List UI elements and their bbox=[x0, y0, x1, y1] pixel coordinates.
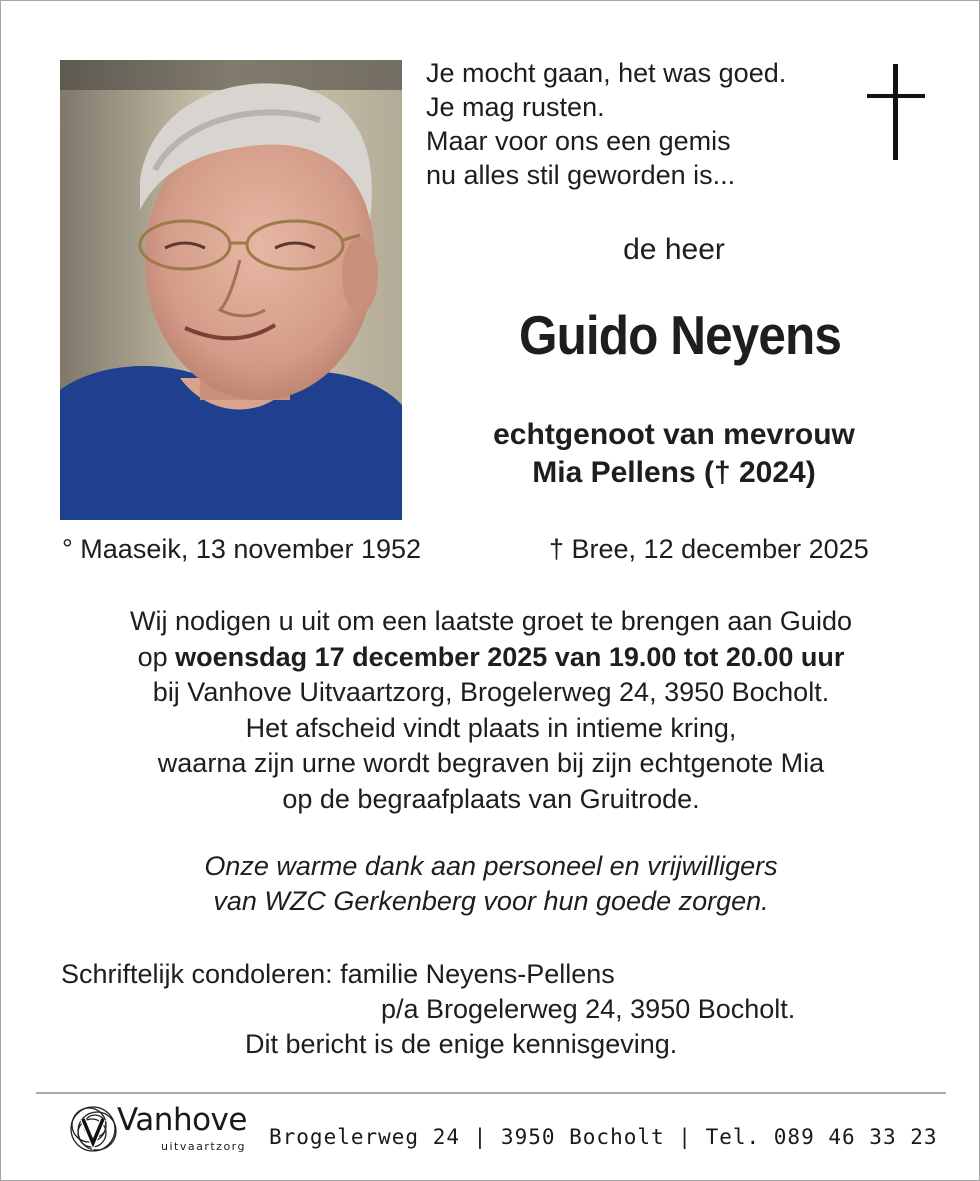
invitation-line: Het afscheid vindt plaats in intieme kring, bbox=[245, 712, 737, 743]
birth-date: ° Maaseik, 13 november 1952 bbox=[62, 534, 422, 564]
deceased-name: Guido Neyens bbox=[518, 304, 842, 366]
thanks-line: van WZC Gerkenberg voor hun goede zorgen. bbox=[213, 886, 769, 916]
thanks-line: Onze warme dank aan personeel en vrijwilligers bbox=[204, 851, 778, 881]
condolences-line: p/a Brogelerweg 24, 3950 Bocholt. bbox=[381, 994, 796, 1024]
cross-icon bbox=[867, 64, 925, 160]
poem-line: Je mag rusten. bbox=[426, 92, 605, 122]
invitation-line bbox=[41, 640, 941, 676]
spouse-line-1: echtgenoot van mevrouw bbox=[493, 418, 855, 451]
invitation-text bbox=[41, 604, 941, 817]
condolences-line: Dit bericht is de enige kennisgeving. bbox=[245, 1029, 678, 1059]
spouse-info bbox=[441, 416, 907, 492]
footer-address: Brogelerweg 24 | 3950 Bocholt | Tel. 089 46 33 23 bbox=[269, 1125, 938, 1149]
vanhove-logo-icon bbox=[65, 1101, 125, 1157]
spouse-line-2: Mia Pellens († 2024) bbox=[532, 456, 816, 489]
condolences-text bbox=[61, 957, 795, 1062]
portrait-photo bbox=[60, 60, 402, 520]
viewing-time: woensdag 17 december 2025 van 19.00 tot 20.00 uur bbox=[175, 641, 845, 672]
poem bbox=[426, 56, 786, 192]
invitation-prefix: op bbox=[137, 641, 176, 672]
brand-subtitle: uitvaartzorg bbox=[161, 1140, 246, 1153]
title-prefix: de heer bbox=[623, 233, 725, 266]
poem-line: Maar voor ons een gemis bbox=[426, 126, 731, 156]
invitation-line: op de begraafplaats van Gruitrode. bbox=[282, 783, 700, 814]
death-date: † Bree, 12 december 2025 bbox=[549, 534, 869, 564]
poem-line: nu alles stil geworden is... bbox=[426, 160, 736, 190]
condolences-line: Schriftelijk condoleren: familie Neyens-Pellens bbox=[61, 959, 615, 989]
footer-divider bbox=[36, 1092, 946, 1094]
poem-line: Je mocht gaan, het was goed. bbox=[426, 58, 787, 88]
brand-name: Vanhove bbox=[117, 1102, 247, 1138]
invitation-line: bij Vanhove Uitvaartzorg, Brogelerweg 24, 3950 Bocholt. bbox=[152, 677, 830, 707]
invitation-line: Wij nodigen u uit om een laatste groet te brengen aan Guido bbox=[130, 606, 852, 636]
invitation-line: waarna zijn urne wordt begraven bij zijn echtgenote Mia bbox=[157, 748, 825, 778]
portrait-illustration bbox=[60, 60, 402, 520]
thanks-text bbox=[41, 849, 941, 919]
